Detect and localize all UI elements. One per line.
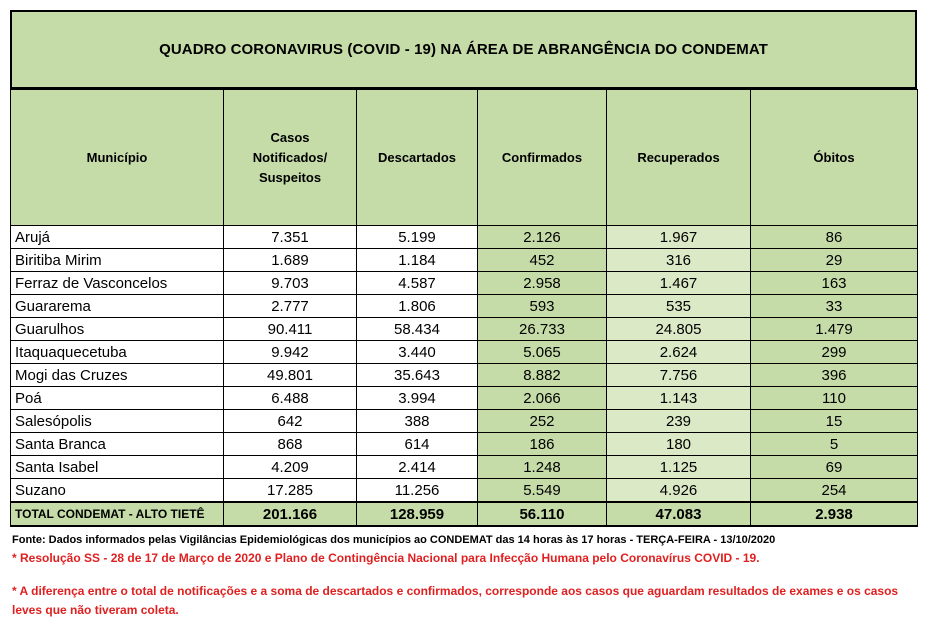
cell-municipio: Poá [11, 387, 224, 410]
cell-recuperados: 1.467 [607, 272, 751, 295]
column-header-obitos: Óbitos [751, 90, 918, 226]
cell-obitos: 86 [751, 226, 918, 249]
cell-obitos: 163 [751, 272, 918, 295]
cell-municipio: Santa Isabel [11, 456, 224, 479]
cell-descartados: 35.643 [357, 364, 478, 387]
cell-notificados: 642 [224, 410, 357, 433]
cell-notificados: 49.801 [224, 364, 357, 387]
table-row [11, 387, 918, 410]
table-row [11, 249, 918, 272]
total-obitos: 2.938 [751, 502, 918, 526]
total-notificados: 201.166 [224, 502, 357, 526]
cell-descartados: 1.184 [357, 249, 478, 272]
cell-descartados: 388 [357, 410, 478, 433]
cell-confirmados: 2.958 [478, 272, 607, 295]
cell-notificados: 6.488 [224, 387, 357, 410]
cell-recuperados: 180 [607, 433, 751, 456]
header-row [11, 90, 918, 226]
cell-obitos: 254 [751, 479, 918, 503]
cell-notificados: 1.689 [224, 249, 357, 272]
cell-confirmados: 2.066 [478, 387, 607, 410]
cell-confirmados: 252 [478, 410, 607, 433]
cell-confirmados: 1.248 [478, 456, 607, 479]
cell-notificados: 17.285 [224, 479, 357, 503]
table-row [11, 410, 918, 433]
cell-recuperados: 1.125 [607, 456, 751, 479]
cell-recuperados: 535 [607, 295, 751, 318]
cell-descartados: 58.434 [357, 318, 478, 341]
cell-obitos: 15 [751, 410, 918, 433]
column-header-confirmados: Confirmados [478, 90, 607, 226]
cell-municipio: Guararema [11, 295, 224, 318]
cell-descartados: 5.199 [357, 226, 478, 249]
cell-notificados: 9.703 [224, 272, 357, 295]
cell-notificados: 7.351 [224, 226, 357, 249]
cell-recuperados: 7.756 [607, 364, 751, 387]
cell-obitos: 110 [751, 387, 918, 410]
cell-municipio: Biritiba Mirim [11, 249, 224, 272]
cell-obitos: 29 [751, 249, 918, 272]
cell-municipio: Mogi das Cruzes [11, 364, 224, 387]
cell-descartados: 3.440 [357, 341, 478, 364]
cell-obitos: 396 [751, 364, 918, 387]
column-header-municipio: Município [11, 90, 224, 226]
cell-descartados: 1.806 [357, 295, 478, 318]
cell-notificados: 90.411 [224, 318, 357, 341]
cell-obitos: 69 [751, 456, 918, 479]
cell-municipio: Suzano [11, 479, 224, 503]
cell-descartados: 2.414 [357, 456, 478, 479]
total-descartados: 128.959 [357, 502, 478, 526]
table-body [11, 226, 918, 503]
table-title: QUADRO CORONAVIRUS (COVID - 19) NA ÁREA DE ABRANGÊNCIA DO CONDEMAT [159, 41, 768, 58]
column-header-notificados: Casos Notificados/ Suspeitos [224, 90, 357, 226]
cell-obitos: 33 [751, 295, 918, 318]
column-header-recuperados: Recuperados [607, 90, 751, 226]
cell-descartados: 3.994 [357, 387, 478, 410]
cell-notificados: 9.942 [224, 341, 357, 364]
table-row [11, 318, 918, 341]
cell-municipio: Guarulhos [11, 318, 224, 341]
cell-recuperados: 239 [607, 410, 751, 433]
cell-recuperados: 1.967 [607, 226, 751, 249]
column-header-descartados: Descartados [357, 90, 478, 226]
total-row [11, 502, 918, 526]
total-confirmados: 56.110 [478, 502, 607, 526]
cell-confirmados: 186 [478, 433, 607, 456]
cell-confirmados: 593 [478, 295, 607, 318]
cell-confirmados: 8.882 [478, 364, 607, 387]
cell-notificados: 868 [224, 433, 357, 456]
table-row [11, 226, 918, 249]
cell-obitos: 1.479 [751, 318, 918, 341]
cell-recuperados: 4.926 [607, 479, 751, 503]
total-recuperados: 47.083 [607, 502, 751, 526]
cell-recuperados: 316 [607, 249, 751, 272]
cell-municipio: Ferraz de Vasconcelos [11, 272, 224, 295]
cell-municipio: Itaquaquecetuba [11, 341, 224, 364]
cell-confirmados: 452 [478, 249, 607, 272]
title-banner [10, 10, 917, 89]
table-row [11, 433, 918, 456]
table-row [11, 295, 918, 318]
cell-confirmados: 5.549 [478, 479, 607, 503]
cell-confirmados: 26.733 [478, 318, 607, 341]
cell-descartados: 614 [357, 433, 478, 456]
difference-note: * A diferença entre o total de notificações e a soma de descartados e confirmados, corresponde aos casos que aguardam resultados de exames e os casos leves que não tiveram coleta. [12, 584, 899, 617]
cell-municipio: Santa Branca [11, 433, 224, 456]
table-row [11, 364, 918, 387]
cell-obitos: 299 [751, 341, 918, 364]
source-note: Fonte: Dados informados pelas Vigilâncias Epidemiológicas dos municípios ao CONDEMAT das 14 horas às 17 horas - TERÇA-FEIRA - 13/10/2020 [12, 534, 776, 546]
cell-municipio: Salesópolis [11, 410, 224, 433]
cell-descartados: 11.256 [357, 479, 478, 503]
table-row [11, 341, 918, 364]
cell-confirmados: 2.126 [478, 226, 607, 249]
cell-recuperados: 1.143 [607, 387, 751, 410]
cell-recuperados: 2.624 [607, 341, 751, 364]
covid-table [10, 89, 918, 527]
table-row [11, 479, 918, 503]
table-row [11, 272, 918, 295]
cell-confirmados: 5.065 [478, 341, 607, 364]
resolution-note: * Resolução SS - 28 de 17 de Março de 2020 e Plano de Contingência Nacional para Infecção Humana pelo Coronavírus COVID - 19. [12, 551, 760, 565]
cell-notificados: 2.777 [224, 295, 357, 318]
cell-municipio: Arujá [11, 226, 224, 249]
cell-descartados: 4.587 [357, 272, 478, 295]
cell-obitos: 5 [751, 433, 918, 456]
cell-recuperados: 24.805 [607, 318, 751, 341]
table-row [11, 456, 918, 479]
total-label: TOTAL CONDEMAT - ALTO TIETÊ [11, 502, 224, 526]
cell-notificados: 4.209 [224, 456, 357, 479]
